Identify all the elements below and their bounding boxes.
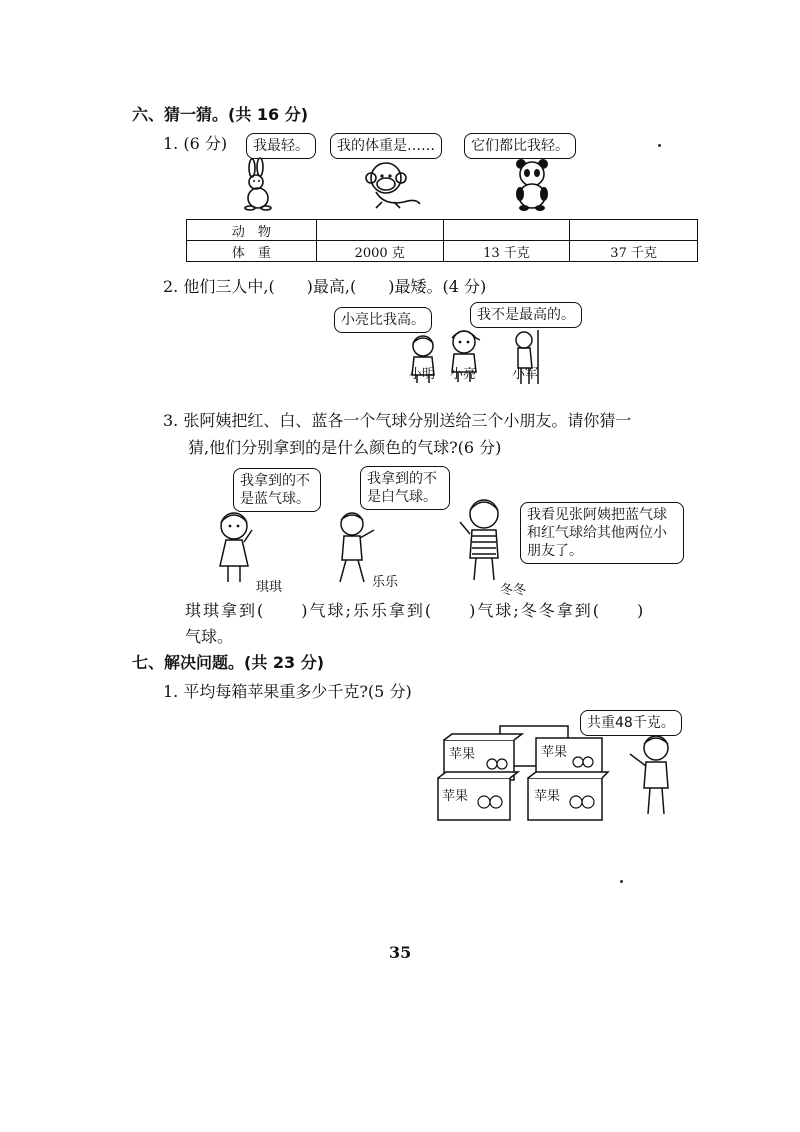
- section6-title: 六、猜一猜。(共 16 分): [132, 105, 309, 124]
- s7-q1-question: 1. 平均每箱苹果重多少千克?(5 分): [163, 682, 412, 701]
- monkey-icon: [364, 158, 424, 210]
- qiqi-speech-bubble: 我拿到的不是蓝气球。: [233, 468, 321, 512]
- weight-table: [186, 219, 698, 262]
- scan-speck: [658, 144, 661, 147]
- name-xiaojun: 小军: [512, 367, 539, 382]
- weight-cell: 2000 克: [316, 241, 443, 262]
- q2-question: 2. 他们三人中,( )最高,( )最矮。(4 分): [163, 277, 487, 296]
- xiaoming-speech-bubble: 小亮比我高。: [334, 307, 432, 333]
- q3-answer-line1: 琪琪拿到( )气球;乐乐拿到( )气球;冬冬拿到( ): [185, 601, 646, 620]
- box-label: 苹果: [442, 789, 469, 804]
- girl-qiqi-icon: [214, 508, 256, 584]
- q1-label: 1. (6 分): [163, 134, 228, 153]
- name-lele: 乐乐: [372, 575, 399, 590]
- scan-speck: [620, 880, 623, 883]
- table-header-animal: 动 物: [187, 220, 317, 241]
- q3-question-line1: 3. 张阿姨把红、白、蓝各一个气球分别送给三个小朋友。请你猜一: [163, 411, 632, 430]
- boy-dongdong-icon: [458, 496, 512, 582]
- q3-answer-line2: 气球。: [185, 627, 234, 646]
- answer-cell[interactable]: [443, 220, 570, 241]
- box-label: 苹果: [449, 747, 476, 762]
- weight-cell: 13 千克: [443, 241, 570, 262]
- table-header-weight: 体 重: [187, 241, 317, 262]
- rabbit-speech-bubble: 我最轻。: [246, 133, 316, 159]
- answer-cell[interactable]: [316, 220, 443, 241]
- section7-title: 七、解决问题。(共 23 分): [132, 653, 325, 672]
- rabbit-icon: [238, 158, 278, 212]
- apple-boxes-illustration: [436, 724, 610, 824]
- q3-question-line2: 猜,他们分别拿到的是什么颜色的气球?(6 分): [188, 438, 502, 457]
- box-label: 苹果: [534, 789, 561, 804]
- total-weight-speech-bubble: 共重48千克。: [580, 710, 682, 736]
- panda-speech-bubble: 它们都比我轻。: [464, 133, 576, 159]
- monkey-speech-bubble: 我的体重是……: [330, 133, 442, 159]
- lele-speech-bubble: 我拿到的不是白气球。: [360, 466, 450, 510]
- page-number: 35: [389, 943, 412, 962]
- xiaoliang-speech-bubble: 我不是最高的。: [470, 302, 582, 328]
- name-xiaoliang: 小亮: [450, 367, 477, 382]
- dongdong-speech-bubble: 我看见张阿姨把蓝气球和红气球给其他两位小朋友了。: [520, 502, 684, 564]
- name-qiqi: 琪琪: [256, 580, 283, 595]
- answer-cell[interactable]: [570, 220, 698, 241]
- name-dongdong: 冬冬: [500, 583, 527, 598]
- boy-pointing-icon: [626, 732, 676, 816]
- box-label: 苹果: [541, 745, 568, 760]
- name-xiaoming: 小明: [409, 367, 436, 382]
- panda-icon: [512, 158, 552, 212]
- weight-cell: 37 千克: [570, 241, 698, 262]
